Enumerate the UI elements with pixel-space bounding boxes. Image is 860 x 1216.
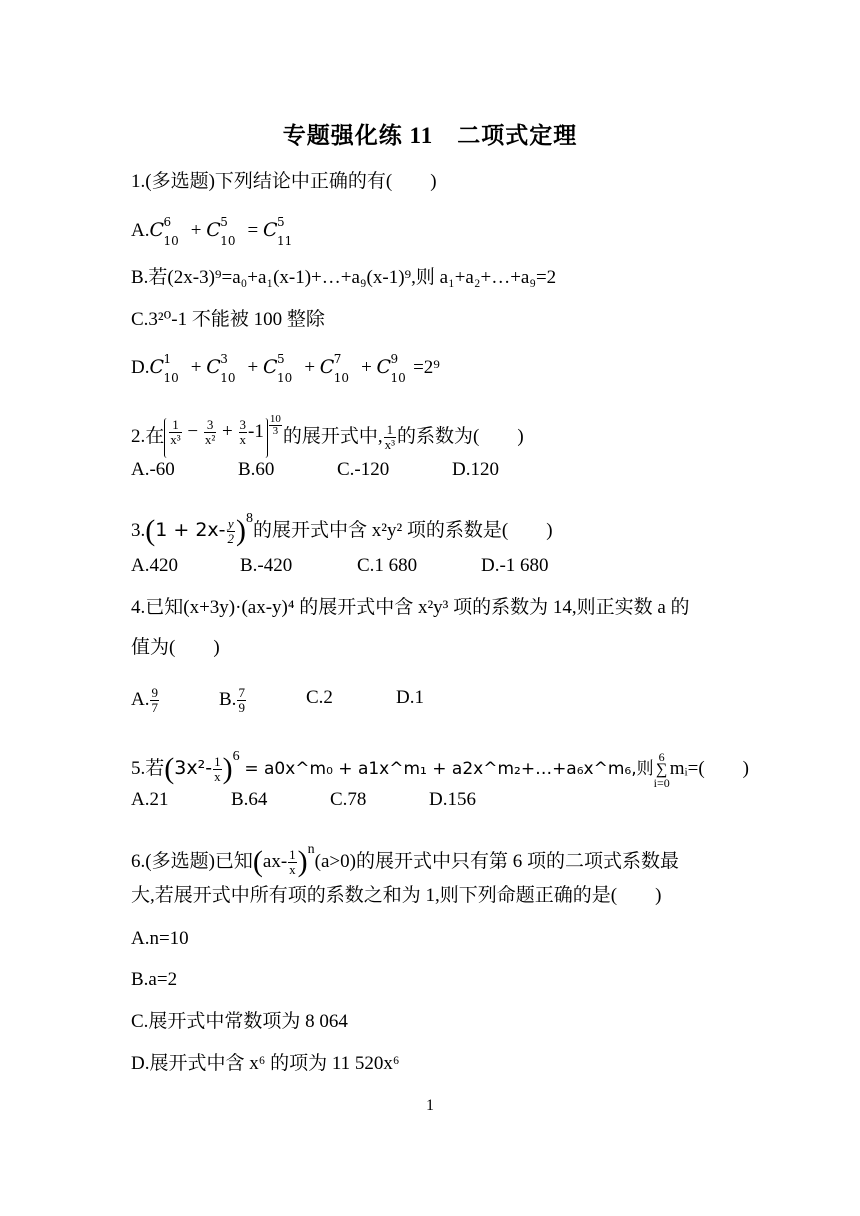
q3-stem: 3.(1 + 2x- $\frac{y}{2}$ )$^8$的展开式中含 x²y² 项的系数是( ) [131,511,553,547]
combination-c-10-5: C 5 10 [206,215,236,248]
q3-option-c: C.1 680 [357,555,418,576]
combination-c-10-5b: C 5 10 [263,352,293,385]
q1-option-c: C.3²⁰-1 不能被 100 整除 [131,309,325,330]
q5-option-d: D.156 [429,789,476,810]
q2-option-b: B.60 [238,459,275,480]
combination-c-10-6: C 6 10 [149,215,179,248]
q2-option-d: D.120 [452,459,499,480]
q2-expression: $\frac{1}{\text{x³}}$ − $\frac{3}{\text{x²}}$ + $\frac{3}{x}$ -1 [164,418,268,458]
page-title: 专题强化练 11 二项式定理 [282,123,578,148]
combination-c-10-3: C 3 10 [206,352,236,385]
summation-symbol: 6 ∑ i=0 [653,749,670,790]
q4-option-b: B. $\frac{7}{9}$ [219,685,245,715]
q4-option-c: C.2 [306,687,333,708]
q4-option-a-label: A. [131,688,150,710]
q5-option-a: A.21 [131,789,169,810]
q4-stem-line1: 4.已知(x+3y)·(ax-y)⁴ 的展开式中含 x²y³ 项的系数为 14,则正实数 a 的 [131,597,690,618]
q5-stem: 5.若(3x²- $\frac{1}{x}$ )$^6$ = a0x^m₀ + a1x^m₁ + a2x^m₂+…+a₆x^m₆,则 6 ∑ i=0 mᵢ=( ) [131,749,749,790]
q5-stem-mid: = a0x^m₀ + a1x^m₁ + a2x^m₂+…+a₆x^m₆,则 [244,759,654,779]
q6-stem-line1: 6.(多选题)已知(ax- $\frac{1}{x}$ )$^n$(a>0)的展开式中只有第 6 项的二项式系数最 [131,842,679,878]
q3-option-a: A.420 [131,555,178,576]
q4-option-d: D.1 [396,687,424,708]
q6-option-d: D.展开式中含 x⁶ 的项为 11 520x⁶ [131,1053,400,1074]
combination-c-10-7: C 7 10 [319,352,350,385]
q1-option-d-suffix: =2⁹ [413,357,440,378]
q1-option-a: A.C 6 10 + C 5 10 = C 5 11 [131,218,300,243]
q2-option-a: A.-60 [131,459,175,480]
q5-stem-prefix: 5.若 [131,758,165,779]
q2-option-c: C.-120 [337,459,390,480]
q6-option-a: A.n=10 [131,928,189,949]
q1-stem: 1.(多选题)下列结论中正确的有( ) [131,171,437,192]
combination-c-11-5: C 5 11 [263,215,293,248]
q3-stem-prefix: 3. [131,520,146,541]
q1-option-b: B.若(2x-3)⁹=a₀+a₁(x-1)+…+a₉(x-1)⁹,则 a₁+a₂+…+a₉=2 [131,267,557,288]
q3-option-d: D.-1 680 [481,555,549,576]
q5-stem-suffix: mᵢ=( ) [669,758,749,779]
q4-stem-line2: 值为( ) [131,637,220,658]
q6-stem-line1-suffix: (a>0)的展开式中只有第 6 项的二项式系数最 [314,851,679,872]
q2-exponent: $\frac{10}{3}$ [269,413,281,437]
q2-stem [131,414,524,458]
q1-option-d-label: D. [131,357,150,378]
q4-option-b-label: B. [219,688,237,710]
q2-stem-suffix: 的系数为( ) [397,426,524,447]
q4-option-a: A. $\frac{9}{7}$ [131,685,158,715]
q5-option-b: B.64 [231,789,268,810]
q1-option-d: D.C 1 10 + C 3 10 + C 5 10 + C 7 10 + C 9 10 =2⁹ [131,352,440,385]
q6-option-b: B.a=2 [131,969,178,990]
page-number: 1 [426,1097,434,1114]
q6-option-c: C.展开式中常数项为 8 064 [131,1011,348,1032]
q3-stem-suffix: 的展开式中含 x²y² 项的系数是( ) [253,520,553,541]
combination-c-10-9: C 9 10 [376,352,406,385]
q2-target-term: $\frac{1}{\text{x³}}$ [384,422,396,453]
combination-c-10-1: C 1 10 [149,352,179,385]
q6-stem-prefix: 6.(多选题)已知 [131,851,253,872]
q1-option-a-label: A. [131,220,150,241]
q6-stem-line2: 大,若展开式中所有项的系数之和为 1,则下列命题正确的是( ) [131,885,662,906]
q2-stem-mid: 的展开式中, [282,426,383,447]
q3-option-b: B.-420 [240,555,293,576]
q5-option-c: C.78 [330,789,367,810]
q2-stem-prefix: 2.在 [131,426,165,447]
